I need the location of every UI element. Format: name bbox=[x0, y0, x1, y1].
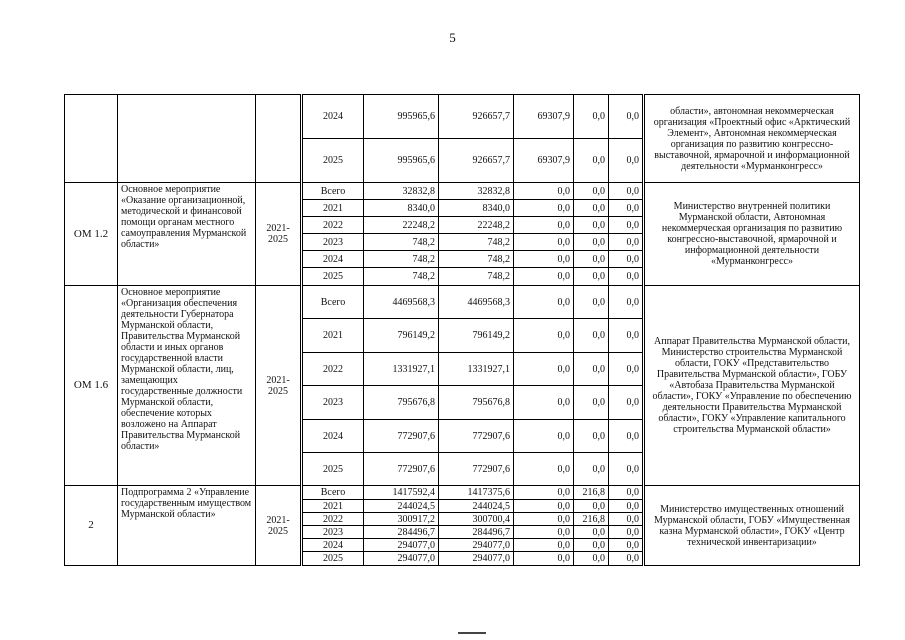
federal-cell: 0,0 bbox=[514, 386, 574, 420]
group-continued-period bbox=[256, 95, 302, 183]
federal-cell: 0,0 bbox=[514, 486, 574, 500]
year-cell: 2022 bbox=[302, 217, 364, 234]
federal-cell: 0,0 bbox=[514, 251, 574, 268]
federal-cell: 0,0 bbox=[514, 552, 574, 566]
group-om-1-6-name: Основное мероприятие «Организация обеспечения деятельности Губернатора Мурманской области, Правительства Мурманской области и иных органов государственной власти Мурманской области, лиц, замещающих государственные должности Мурманской области, обеспечение которых возложено на Аппарат Правительства Мурманской области» bbox=[118, 286, 256, 486]
federal-cell: 69307,9 bbox=[514, 95, 574, 139]
group-om-1-2-period: 2021- 2025 bbox=[256, 183, 302, 286]
table-row bbox=[65, 95, 860, 139]
federal-cell: 0,0 bbox=[514, 217, 574, 234]
other-cell: 0,0 bbox=[609, 217, 644, 234]
total-cell: 1331927,1 bbox=[364, 353, 439, 386]
group-continued-executors: области», автономная некоммерческая организация «Проектный офис «Арктический Элемент», Автономная некоммерческая организация по развитию конгрессно-выставочной, ярмарочной и информационной деятельности «Мурманконгресс» bbox=[644, 95, 860, 183]
federal-cell: 0,0 bbox=[514, 286, 574, 319]
year-cell: 2021 bbox=[302, 500, 364, 513]
regional-cell: 284496,7 bbox=[439, 526, 514, 539]
other-cell: 0,0 bbox=[609, 386, 644, 420]
other-cell: 0,0 bbox=[609, 353, 644, 386]
year-cell: 2022 bbox=[302, 353, 364, 386]
federal-cell: 0,0 bbox=[514, 453, 574, 486]
total-cell: 748,2 bbox=[364, 251, 439, 268]
other-cell: 0,0 bbox=[609, 486, 644, 500]
table-row bbox=[65, 286, 860, 319]
other-cell: 0,0 bbox=[609, 268, 644, 286]
year-cell: 2024 bbox=[302, 95, 364, 139]
local-cell: 0,0 bbox=[574, 139, 609, 183]
local-cell: 216,8 bbox=[574, 486, 609, 500]
regional-cell: 244024,5 bbox=[439, 500, 514, 513]
local-cell: 0,0 bbox=[574, 217, 609, 234]
regional-cell: 300700,4 bbox=[439, 513, 514, 526]
other-cell: 0,0 bbox=[609, 500, 644, 513]
regional-cell: 748,2 bbox=[439, 251, 514, 268]
year-cell: Всего bbox=[302, 183, 364, 200]
year-cell: 2022 bbox=[302, 513, 364, 526]
total-cell: 22248,2 bbox=[364, 217, 439, 234]
regional-cell: 32832,8 bbox=[439, 183, 514, 200]
other-cell: 0,0 bbox=[609, 420, 644, 453]
other-cell: 0,0 bbox=[609, 139, 644, 183]
regional-cell: 748,2 bbox=[439, 268, 514, 286]
other-cell: 0,0 bbox=[609, 513, 644, 526]
federal-cell: 0,0 bbox=[514, 500, 574, 513]
federal-cell: 0,0 bbox=[514, 353, 574, 386]
other-cell: 0,0 bbox=[609, 200, 644, 217]
other-cell: 0,0 bbox=[609, 95, 644, 139]
group-continued-name bbox=[118, 95, 256, 183]
federal-cell: 0,0 bbox=[514, 200, 574, 217]
year-cell: 2024 bbox=[302, 251, 364, 268]
year-cell: Всего bbox=[302, 286, 364, 319]
federal-cell: 0,0 bbox=[514, 234, 574, 251]
year-cell: 2023 bbox=[302, 234, 364, 251]
regional-cell: 294077,0 bbox=[439, 539, 514, 552]
regional-cell: 22248,2 bbox=[439, 217, 514, 234]
group-om-1-2-code: ОМ 1.2 bbox=[65, 183, 118, 286]
local-cell: 0,0 bbox=[574, 539, 609, 552]
local-cell: 0,0 bbox=[574, 251, 609, 268]
total-cell: 795676,8 bbox=[364, 386, 439, 420]
regional-cell: 748,2 bbox=[439, 234, 514, 251]
total-cell: 8340,0 bbox=[364, 200, 439, 217]
year-cell: 2023 bbox=[302, 386, 364, 420]
local-cell: 0,0 bbox=[574, 500, 609, 513]
federal-cell: 0,0 bbox=[514, 319, 574, 353]
federal-cell: 0,0 bbox=[514, 420, 574, 453]
local-cell: 0,0 bbox=[574, 319, 609, 353]
bottom-mark bbox=[458, 632, 486, 634]
regional-cell: 772907,6 bbox=[439, 453, 514, 486]
other-cell: 0,0 bbox=[609, 286, 644, 319]
regional-cell: 294077,0 bbox=[439, 552, 514, 566]
year-cell: 2024 bbox=[302, 420, 364, 453]
total-cell: 748,2 bbox=[364, 234, 439, 251]
local-cell: 0,0 bbox=[574, 234, 609, 251]
group-subprogram-2-period: 2021- 2025 bbox=[256, 486, 302, 566]
year-cell: 2025 bbox=[302, 268, 364, 286]
other-cell: 0,0 bbox=[609, 552, 644, 566]
federal-cell: 0,0 bbox=[514, 268, 574, 286]
total-cell: 1417592,4 bbox=[364, 486, 439, 500]
other-cell: 0,0 bbox=[609, 526, 644, 539]
federal-cell: 0,0 bbox=[514, 513, 574, 526]
year-cell: 2025 bbox=[302, 139, 364, 183]
total-cell: 284496,7 bbox=[364, 526, 439, 539]
regional-cell: 1331927,1 bbox=[439, 353, 514, 386]
year-cell: 2023 bbox=[302, 526, 364, 539]
local-cell: 0,0 bbox=[574, 420, 609, 453]
total-cell: 995965,6 bbox=[364, 139, 439, 183]
group-subprogram-2-code: 2 bbox=[65, 486, 118, 566]
regional-cell: 4469568,3 bbox=[439, 286, 514, 319]
page-number: 5 bbox=[449, 30, 456, 45]
group-om-1-6-executors: Аппарат Правительства Мурманской области, Министерство строительства Мурманской области, ГОКУ «Представительство Правительства Мурманской области», ГОБУ «Автобаза Правительства Мурманской области», ГОКУ «Управление по обеспечению деятельности Правительства Мурманской области», ГОКУ «Управление капитального строительства Мурманской области» bbox=[644, 286, 860, 486]
other-cell: 0,0 bbox=[609, 234, 644, 251]
local-cell: 0,0 bbox=[574, 386, 609, 420]
regional-cell: 772907,6 bbox=[439, 420, 514, 453]
group-continued-code bbox=[65, 95, 118, 183]
group-om-1-6-period: 2021- 2025 bbox=[256, 286, 302, 486]
federal-cell: 0,0 bbox=[514, 526, 574, 539]
other-cell: 0,0 bbox=[609, 539, 644, 552]
regional-cell: 926657,7 bbox=[439, 139, 514, 183]
local-cell: 0,0 bbox=[574, 286, 609, 319]
regional-cell: 926657,7 bbox=[439, 95, 514, 139]
local-cell: 0,0 bbox=[574, 200, 609, 217]
other-cell: 0,0 bbox=[609, 183, 644, 200]
local-cell: 0,0 bbox=[574, 353, 609, 386]
table-row bbox=[65, 183, 860, 200]
total-cell: 244024,5 bbox=[364, 500, 439, 513]
local-cell: 0,0 bbox=[574, 183, 609, 200]
local-cell: 0,0 bbox=[574, 95, 609, 139]
regional-cell: 796149,2 bbox=[439, 319, 514, 353]
total-cell: 294077,0 bbox=[364, 552, 439, 566]
year-cell: 2021 bbox=[302, 200, 364, 217]
local-cell: 0,0 bbox=[574, 552, 609, 566]
group-om-1-2-executors: Министерство внутренней политики Мурманской области, Автономная некоммерческая организация по развитию конгрессно-выставочной, ярмарочной и информационной деятельности «Мурманконгресс» bbox=[644, 183, 860, 286]
total-cell: 772907,6 bbox=[364, 420, 439, 453]
federal-cell: 69307,9 bbox=[514, 139, 574, 183]
year-cell: 2025 bbox=[302, 552, 364, 566]
group-subprogram-2-name: Подпрограмма 2 «Управление государственным имуществом Мурманской области» bbox=[118, 486, 256, 566]
program-table bbox=[64, 94, 860, 566]
group-om-1-6-code: ОМ 1.6 bbox=[65, 286, 118, 486]
local-cell: 0,0 bbox=[574, 453, 609, 486]
other-cell: 0,0 bbox=[609, 453, 644, 486]
other-cell: 0,0 bbox=[609, 319, 644, 353]
total-cell: 995965,6 bbox=[364, 95, 439, 139]
total-cell: 300917,2 bbox=[364, 513, 439, 526]
local-cell: 0,0 bbox=[574, 526, 609, 539]
local-cell: 0,0 bbox=[574, 268, 609, 286]
total-cell: 748,2 bbox=[364, 268, 439, 286]
group-om-1-2-name: Основное мероприятие «Оказание организационной, методической и финансовой помощи органам местного самоуправления Мурманской области» bbox=[118, 183, 256, 286]
year-cell: 2025 bbox=[302, 453, 364, 486]
regional-cell: 795676,8 bbox=[439, 386, 514, 420]
year-cell: Всего bbox=[302, 486, 364, 500]
total-cell: 4469568,3 bbox=[364, 286, 439, 319]
total-cell: 294077,0 bbox=[364, 539, 439, 552]
total-cell: 796149,2 bbox=[364, 319, 439, 353]
regional-cell: 1417375,6 bbox=[439, 486, 514, 500]
local-cell: 216,8 bbox=[574, 513, 609, 526]
federal-cell: 0,0 bbox=[514, 539, 574, 552]
group-subprogram-2-executors: Министерство имущественных отношений Мурманской области, ГОБУ «Имущественная казна Мурманской области», ГОКУ «Центр технической инвентаризации» bbox=[644, 486, 860, 566]
total-cell: 32832,8 bbox=[364, 183, 439, 200]
other-cell: 0,0 bbox=[609, 251, 644, 268]
table-row bbox=[65, 486, 860, 500]
year-cell: 2024 bbox=[302, 539, 364, 552]
total-cell: 772907,6 bbox=[364, 453, 439, 486]
regional-cell: 8340,0 bbox=[439, 200, 514, 217]
year-cell: 2021 bbox=[302, 319, 364, 353]
federal-cell: 0,0 bbox=[514, 183, 574, 200]
